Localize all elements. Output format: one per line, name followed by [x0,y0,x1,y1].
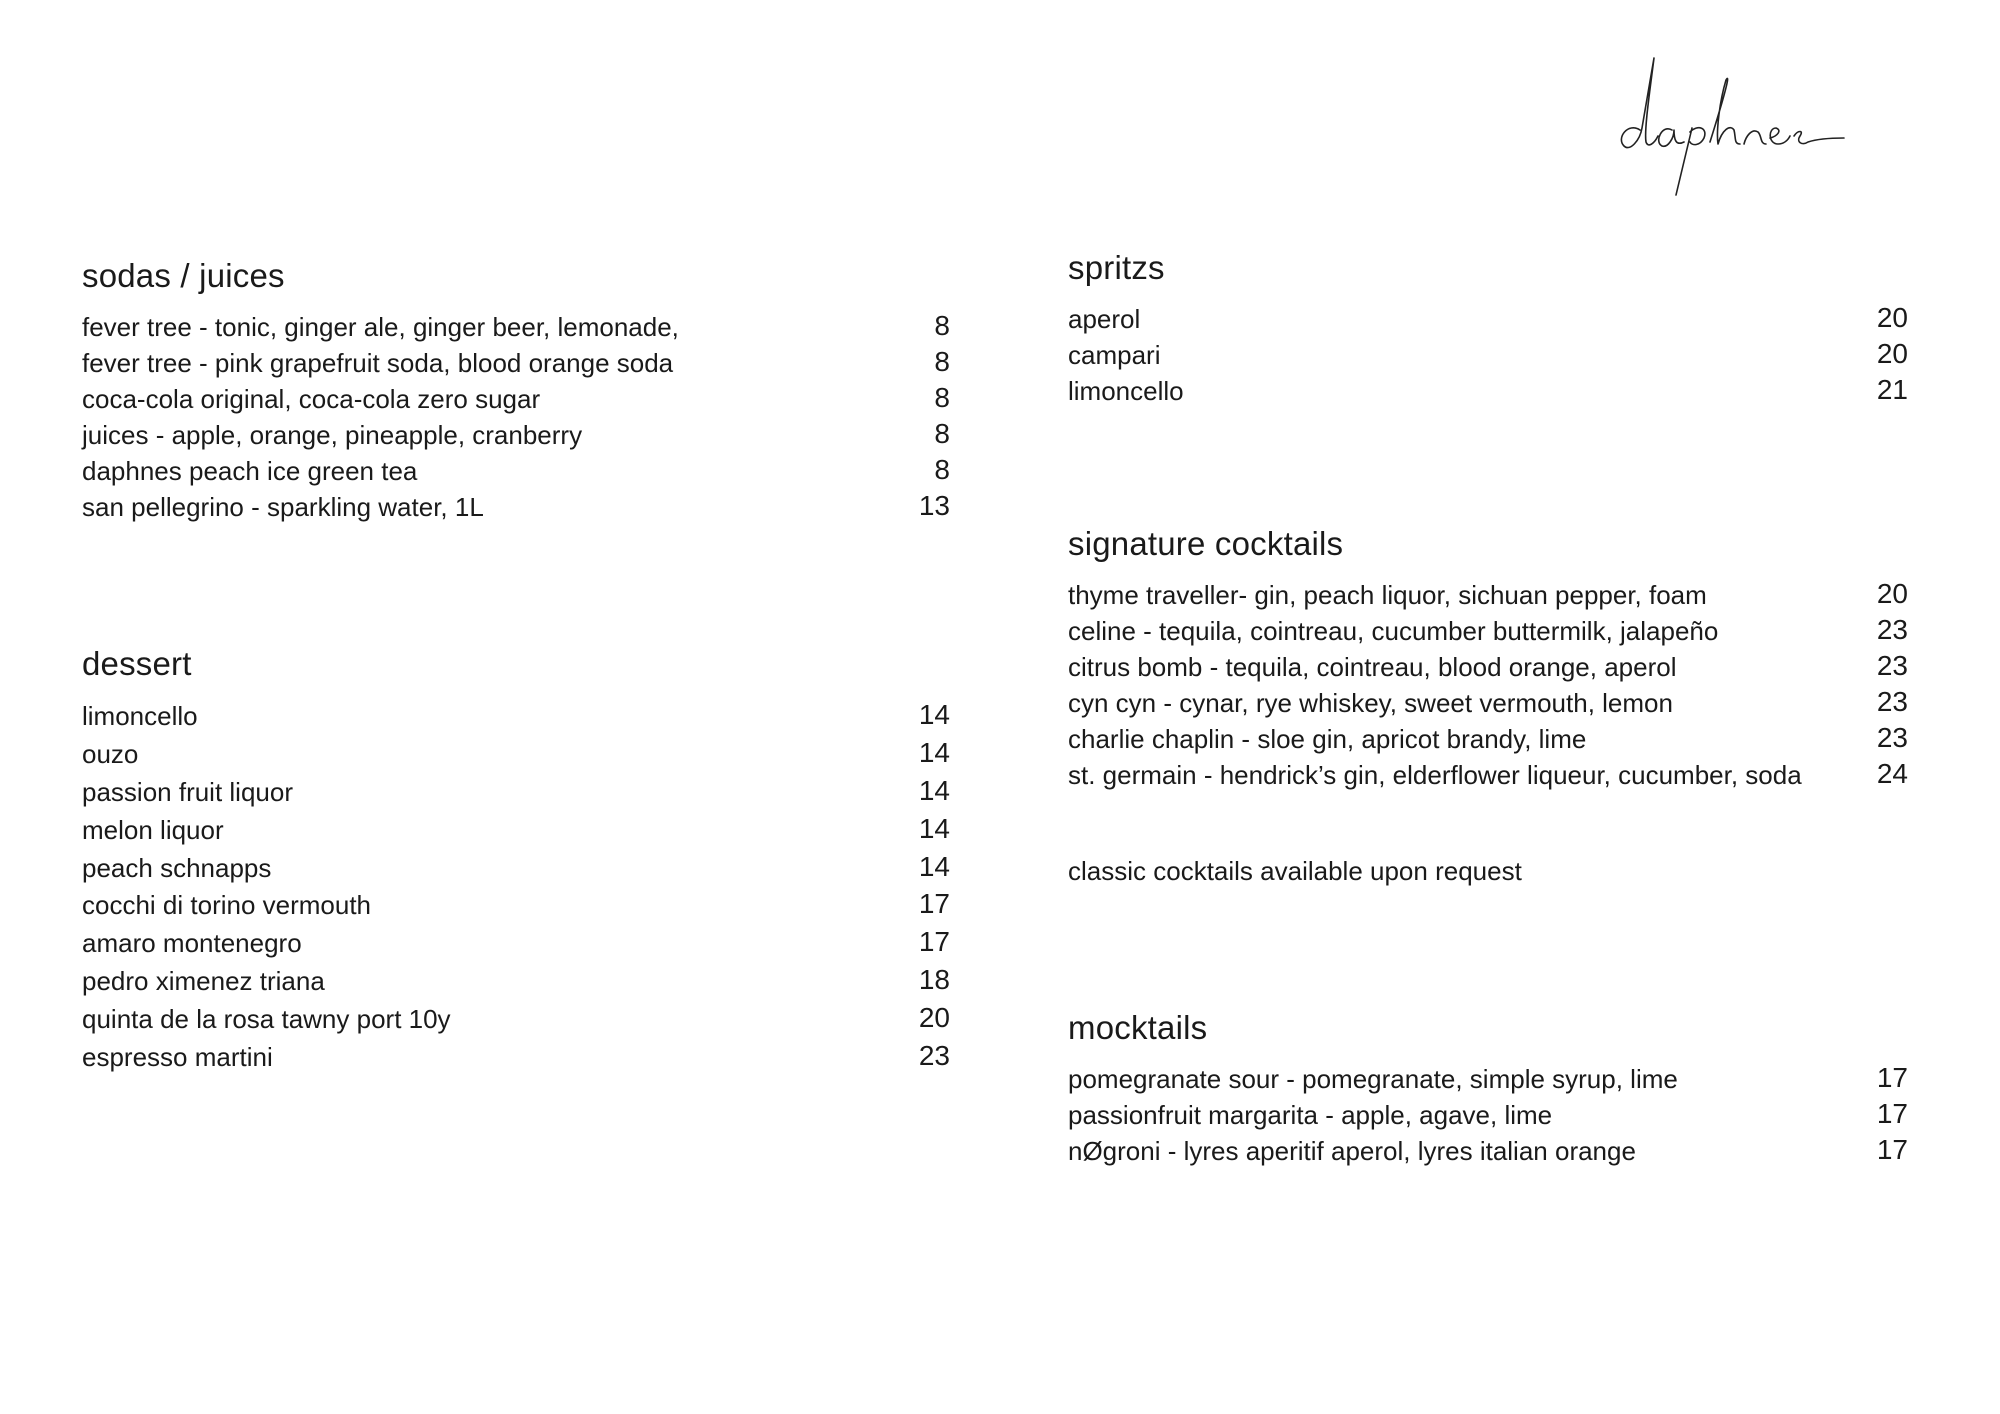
daphnes-logo [1610,50,1880,200]
item-name: coca-cola original, coca-cola zero sugar [82,383,541,414]
menu-item [1068,1056,1908,1092]
item-name: san pellegrino - sparkling water, 1L [82,491,484,522]
item-price: 23 [1876,613,1908,645]
item-price: 8 [934,309,950,341]
item-price: 20 [918,1001,950,1033]
menu-item [82,805,950,843]
menu-item [1068,752,1908,788]
item-price: 20 [1876,577,1908,609]
section-sodas-juices [82,256,950,520]
item-name: melon liquor [82,814,224,845]
menu-item [1068,332,1908,368]
item-name: espresso martini [82,1041,273,1072]
item-price: 17 [918,926,950,958]
item-price: 13 [918,489,950,521]
item-price: 17 [1876,1061,1908,1093]
item-name: daphnes peach ice green tea [82,455,418,486]
menu-item [1068,680,1908,716]
section-mocktails [1068,1008,1908,1164]
item-name: fever tree - pink grapefruit soda, blood orange soda [82,347,674,378]
item-name: quinta de la rosa tawny port 10y [82,1003,451,1034]
menu-item [1068,296,1908,332]
item-price: 18 [918,963,950,995]
item-name: passionfruit margarita - apple, agave, lime [1068,1099,1553,1130]
item-name: st. germain - hendrick’s gin, elderflower liqueur, cucumber, soda [1068,759,1802,790]
item-price: 8 [934,453,950,485]
item-name: aperol [1068,303,1141,334]
item-price: 14 [918,774,950,806]
menu-item [82,994,950,1032]
section-title: sodas / juices [82,257,285,294]
menu-item [82,1032,950,1070]
item-price: 23 [1876,685,1908,717]
menu-item [82,412,950,448]
item-name: limoncello [82,701,198,732]
item-price: 23 [1876,649,1908,681]
classic-cocktails-note: classic cocktails available upon request [1068,856,1522,886]
item-price: 20 [1876,301,1908,333]
item-price: 17 [918,888,950,920]
script-signature-icon [1610,50,1880,200]
menu-item [82,843,950,881]
section-title: dessert [82,645,192,682]
item-name: nØgroni - lyres aperitif aperol, lyres italian orange [1068,1135,1636,1166]
section-title: mocktails [1068,1009,1208,1046]
item-price: 17 [1876,1133,1908,1165]
menu-item [82,692,950,730]
item-name: pomegranate sour - pomegranate, simple syrup, lime [1068,1063,1678,1094]
menu-item [82,484,950,520]
section-signature-cocktails [1068,524,1908,788]
item-name: amaro montenegro [82,928,302,959]
menu-item [82,956,950,994]
item-name: juices - apple, orange, pineapple, cranberry [82,419,583,450]
item-name: pedro ximenez triana [82,965,325,996]
item-price: 8 [934,417,950,449]
item-name: cocchi di torino vermouth [82,890,372,921]
section-title: spritzs [1068,249,1165,286]
section-title: signature cocktails [1068,525,1344,562]
menu-item [82,448,950,484]
item-price: 8 [934,345,950,377]
section-spritzs [1068,248,1908,404]
item-price: 14 [918,737,950,769]
item-price: 20 [1876,337,1908,369]
item-price: 21 [1876,373,1908,405]
item-price: 23 [1876,721,1908,753]
menu-item [82,729,950,770]
menu-item [82,918,950,959]
menu-item [1068,368,1908,404]
menu-item [1068,608,1908,644]
menu-item [1068,716,1908,752]
menu-item [82,304,950,340]
item-name: charlie chaplin - sloe gin, apricot brandy, lime [1068,723,1587,754]
item-name: celine - tequila, cointreau, cucumber buttermilk, jalapeño [1068,615,1719,646]
menu-item [82,340,950,376]
item-price: 14 [918,850,950,882]
item-price: 23 [918,1039,950,1071]
item-name: campari [1068,339,1161,370]
item-price: 14 [918,812,950,844]
item-name: passion fruit liquor [82,776,293,807]
menu-item [1068,1092,1908,1128]
item-price: 24 [1876,757,1908,789]
item-price: 14 [918,699,950,731]
menu-item [82,881,950,919]
menu-item [82,376,950,412]
item-name: fever tree - tonic, ginger ale, ginger beer, lemonade, [82,311,679,342]
item-name: cyn cyn - cynar, rye whiskey, sweet vermouth, lemon [1068,687,1673,718]
menu-item [1068,1128,1908,1164]
item-name: ouzo [82,739,139,770]
item-name: thyme traveller- gin, peach liquor, sichuan pepper, foam [1068,579,1707,610]
item-name: limoncello [1068,375,1184,406]
menu-item [1068,644,1908,680]
section-dessert [82,644,950,1070]
item-price: 17 [1876,1097,1908,1129]
item-name: peach schnapps [82,852,272,883]
menu-item [1068,572,1908,608]
item-name: citrus bomb - tequila, cointreau, blood orange, aperol [1068,651,1677,682]
menu-item [82,767,950,805]
item-price: 8 [934,381,950,413]
